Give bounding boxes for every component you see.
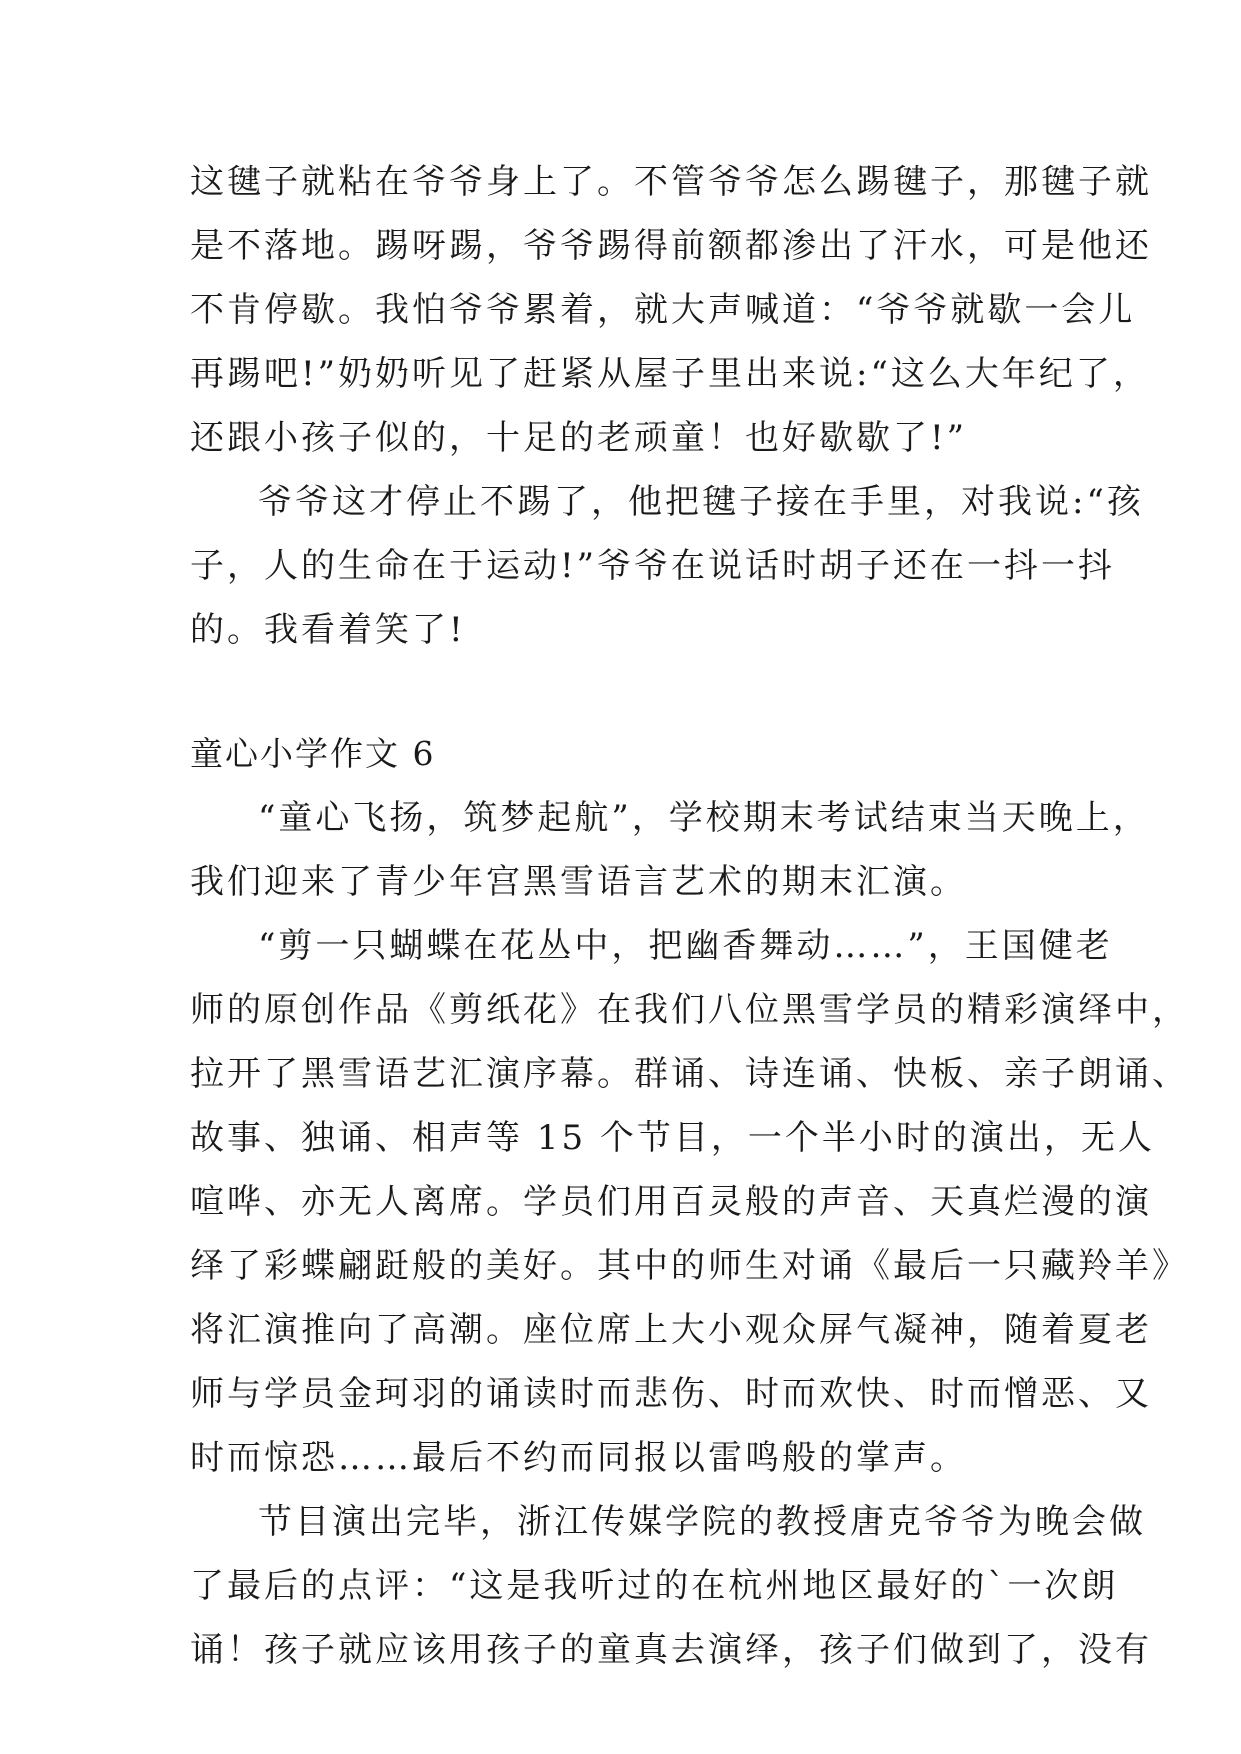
paragraph <box>190 1490 1152 1682</box>
text-line: 故事、独诵、相声等 15 个节目，一个半小时的演出，无人 <box>190 1118 1155 1158</box>
text-line: 不肯停歇。我怕爷爷累着，就大声喊道：“爷爷就歇一会儿 <box>190 290 1136 330</box>
text-line: “童心飞扬，筑梦起航”，学校期末考试结束当天晚上， <box>258 798 1150 838</box>
text-line: 爷爷这才停止不踢了，他把毽子接在手里，对我说:“孩 <box>258 482 1144 522</box>
text-line: 将汇演推向了高潮。座位席上大小观众屏气凝神，随着夏老 <box>190 1310 1152 1350</box>
text-line: 喧哗、亦无人离席。学员们用百灵般的声音、天真烂漫的演 <box>190 1182 1152 1222</box>
text-line: 了最后的点评：“这是我听过的在杭州地区最好的`一次朗 <box>190 1566 1119 1606</box>
paragraph <box>190 786 1150 914</box>
text-line: 再踢吧!”奶奶听见了赶紧从屋子里出来说:“这么大年纪了， <box>190 354 1150 394</box>
text-line: 师与学员金珂羽的诵读时而悲伤、时而欢快、时而憎恶、又 <box>190 1374 1152 1414</box>
text-line: 还跟小孩子似的，十足的老顽童！也好歇歇了!” <box>190 418 968 458</box>
section-title: 童心小学作文 6 <box>190 734 436 773</box>
text-line: 我们迎来了青少年宫黑雪语言艺术的期末汇演。 <box>190 862 967 902</box>
text-line: 诵！孩子就应该用孩子的童真去演绎，孩子们做到了，没有 <box>190 1630 1152 1670</box>
text-line: 的。我看着笑了! <box>190 610 466 650</box>
text-line: 拉开了黑雪语艺汇演序幕。群诵、诗连诵、快板、亲子朗诵、 <box>190 1054 1189 1094</box>
document-page <box>190 150 1189 1682</box>
paragraph <box>190 914 1189 1490</box>
paragraph <box>190 470 1144 662</box>
text-line: 绎了彩蝶翩跹般的美好。其中的师生对诵《最后一只藏羚羊》 <box>190 1246 1189 1286</box>
text-line: 时而惊恐……最后不约而同报以雷鸣般的掌声。 <box>190 1438 967 1478</box>
text-line: “剪一只蝴蝶在花丛中，把幽香舞动……”，王国健老 <box>258 926 1113 966</box>
text-line: 节目演出完毕，浙江传媒学院的教授唐克爷爷为晚会做 <box>258 1502 1146 1542</box>
section-gap <box>190 662 1056 722</box>
text-line: 这毽子就粘在爷爷身上了。不管爷爷怎么踢毽子，那毽子就 <box>190 162 1152 202</box>
text-line: 子，人的生命在于运动!”爷爷在说话时胡子还在一抖一抖 <box>190 546 1116 586</box>
paragraph <box>190 150 1152 470</box>
text-line: 师的原创作品《剪纸花》在我们八位黑雪学员的精彩演绎中， <box>190 990 1189 1030</box>
text-line: 是不落地。踢呀踢，爷爷踢得前额都渗出了汗水，可是他还 <box>190 226 1152 266</box>
